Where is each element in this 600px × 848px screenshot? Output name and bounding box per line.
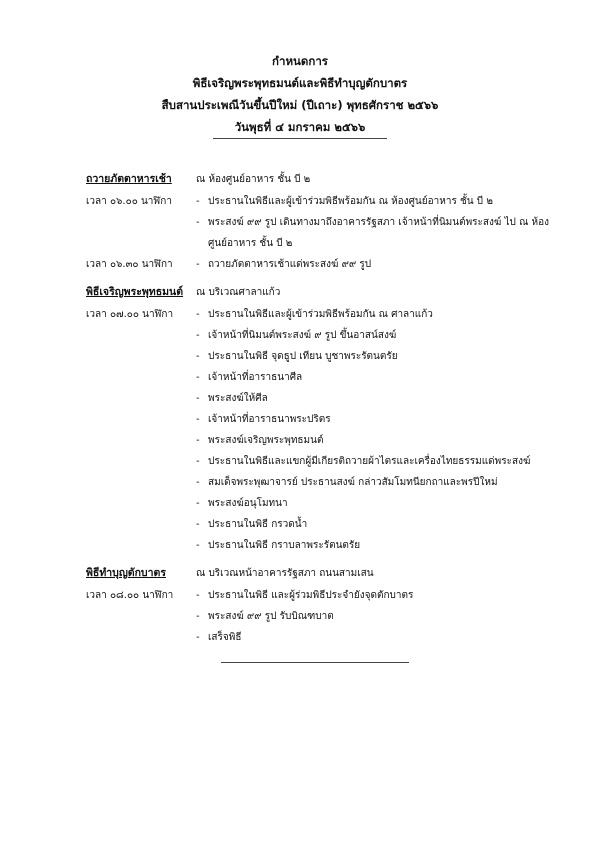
agenda-item — [196, 585, 566, 606]
item-text: เสร็จพิธี — [208, 632, 242, 643]
item-text: เจ้าหน้าที่นิมนต์พระสงฆ์ ๙ รูป ขึ้นอาสน์สงฆ์ — [208, 330, 397, 341]
item-dash: - — [196, 330, 200, 341]
row-time: เวลา ๐๗.๐๐ นาฬิกา — [86, 309, 174, 320]
item-text: เจ้าหน้าที่อาราธนาศีล — [208, 372, 303, 383]
agenda-item — [196, 304, 566, 325]
section-header — [86, 564, 566, 585]
agenda-item — [196, 535, 566, 556]
row-items — [196, 304, 566, 556]
agenda-item — [196, 409, 566, 430]
item-dash: - — [196, 393, 200, 404]
header-divider — [213, 138, 387, 139]
agenda-item — [196, 254, 566, 275]
item-dash: - — [196, 414, 200, 425]
row-items — [196, 585, 566, 648]
item-dash: - — [196, 540, 200, 551]
item-text: ประธานในพิธีและผู้เข้าร่วมพิธีพร้อมกัน ณ ห้องศูนย์อาหาร ชั้น บี ๒ — [208, 196, 493, 207]
agenda-item — [196, 493, 566, 514]
item-text: พระสงฆ์ ๙๙ รูป เดินทางมาถึงอาคารรัฐสภา เจ้าหน้าที่นิมนต์พระสงฆ์ ไป ณ ห้องศูนย์อาหาร ชั้น บี ๒ — [208, 217, 550, 249]
item-dash: - — [196, 372, 200, 383]
schedule-section — [86, 170, 566, 275]
agenda-item — [196, 191, 566, 212]
section-location: ณ บริเวณศาลาแก้ว — [196, 287, 281, 298]
item-text: ประธานในพิธี กราบลาพระรัตนตรัย — [208, 540, 361, 551]
row-time: เวลา ๐๖.๐๐ นาฬิกา — [86, 196, 172, 207]
item-dash: - — [196, 456, 200, 467]
agenda-item — [196, 606, 566, 627]
row-time: เวลา ๐๖.๓๐ นาฬิกา — [86, 259, 173, 270]
schedule-row — [86, 254, 566, 275]
row-time: เวลา ๐๘.๐๐ นาฬิกา — [86, 590, 174, 601]
item-dash: - — [196, 217, 200, 228]
agenda-item — [196, 367, 566, 388]
item-dash: - — [196, 435, 200, 446]
item-dash: - — [196, 611, 200, 622]
agenda-item — [196, 325, 566, 346]
header-title: กำหนดการ — [272, 54, 328, 68]
agenda-item — [196, 472, 566, 493]
section-location: ณ ห้องศูนย์อาหาร ชั้น บี ๒ — [196, 174, 311, 185]
schedule-row — [86, 304, 566, 556]
item-text: ประธานในพิธีและแขกผู้มีเกียรติถวายผ้าไตรและเครื่องไทยธรรมแด่พระสงฆ์ — [208, 456, 531, 467]
item-dash: - — [196, 259, 200, 270]
section-header — [86, 170, 566, 191]
item-text: สมเด็จพระพุฒาจารย์ ประธานสงฆ์ กล่าวสัมโมทนียกถาและพรปีใหม่ — [208, 477, 498, 488]
item-text: พระสงฆ์อนุโมทนา — [208, 498, 288, 509]
item-text: ประธานในพิธีและผู้เข้าร่วมพิธีพร้อมกัน ณ ศาลาแก้ว — [208, 309, 433, 320]
document-header — [0, 50, 600, 138]
item-text: พระสงฆ์ ๙๙ รูป รับบิณฑบาต — [208, 611, 334, 622]
section-location: ณ บริเวณหน้าอาคารรัฐสภา ถนนสามเสน — [196, 568, 374, 579]
footer-divider — [221, 662, 409, 663]
item-dash: - — [196, 309, 200, 320]
section-header — [86, 283, 566, 304]
agenda-item — [196, 430, 566, 451]
item-dash: - — [196, 498, 200, 509]
row-items — [196, 191, 566, 254]
header-ceremony-name: พิธีเจริญพระพุทธมนต์และพิธีทำบุญตักบาตร — [192, 76, 408, 90]
header-occasion: สืบสานประเพณีวันขึ้นปีใหม่ (ปีเถาะ) พุทธศักราช ๒๕๖๖ — [161, 98, 439, 112]
agenda-item — [196, 514, 566, 535]
item-text: เจ้าหน้าที่อาราธนาพระปริตร — [208, 414, 331, 425]
schedule-body — [86, 170, 566, 656]
item-dash: - — [196, 519, 200, 530]
section-title: พิธีทำบุญตักบาตร — [86, 567, 166, 579]
item-text: พระสงฆ์เจริญพระพุทธมนต์ — [208, 435, 324, 446]
schedule-row — [86, 585, 566, 648]
schedule-row — [86, 191, 566, 254]
agenda-item — [196, 388, 566, 409]
item-dash: - — [196, 196, 200, 207]
item-dash: - — [196, 477, 200, 488]
section-title: พิธีเจริญพระพุทธมนต์ — [86, 286, 184, 298]
agenda-item — [196, 212, 566, 254]
item-text: ถวายภัตตาหารเช้าแด่พระสงฆ์ ๙๙ รูป — [208, 259, 372, 270]
item-text: ประธานในพิธี และผู้ร่วมพิธีประจำยังจุดตักบาตร — [208, 590, 414, 601]
section-title: ถวายภัตตาหารเช้า — [86, 173, 172, 185]
header-date: วันพุธที่ ๔ มกราคม ๒๕๖๖ — [234, 120, 366, 134]
item-text: ประธานในพิธี กรวดน้ำ — [208, 519, 308, 530]
agenda-item — [196, 346, 566, 367]
item-dash: - — [196, 351, 200, 362]
row-items — [196, 254, 566, 275]
schedule-section — [86, 564, 566, 648]
item-text: พระสงฆ์ให้ศีล — [208, 393, 268, 404]
item-dash: - — [196, 590, 200, 601]
item-dash: - — [196, 632, 200, 643]
agenda-item — [196, 627, 566, 648]
schedule-section — [86, 283, 566, 556]
item-text: ประธานในพิธี จุดธูป เทียน บูชาพระรัตนตรัย — [208, 351, 398, 362]
agenda-item — [196, 451, 566, 472]
